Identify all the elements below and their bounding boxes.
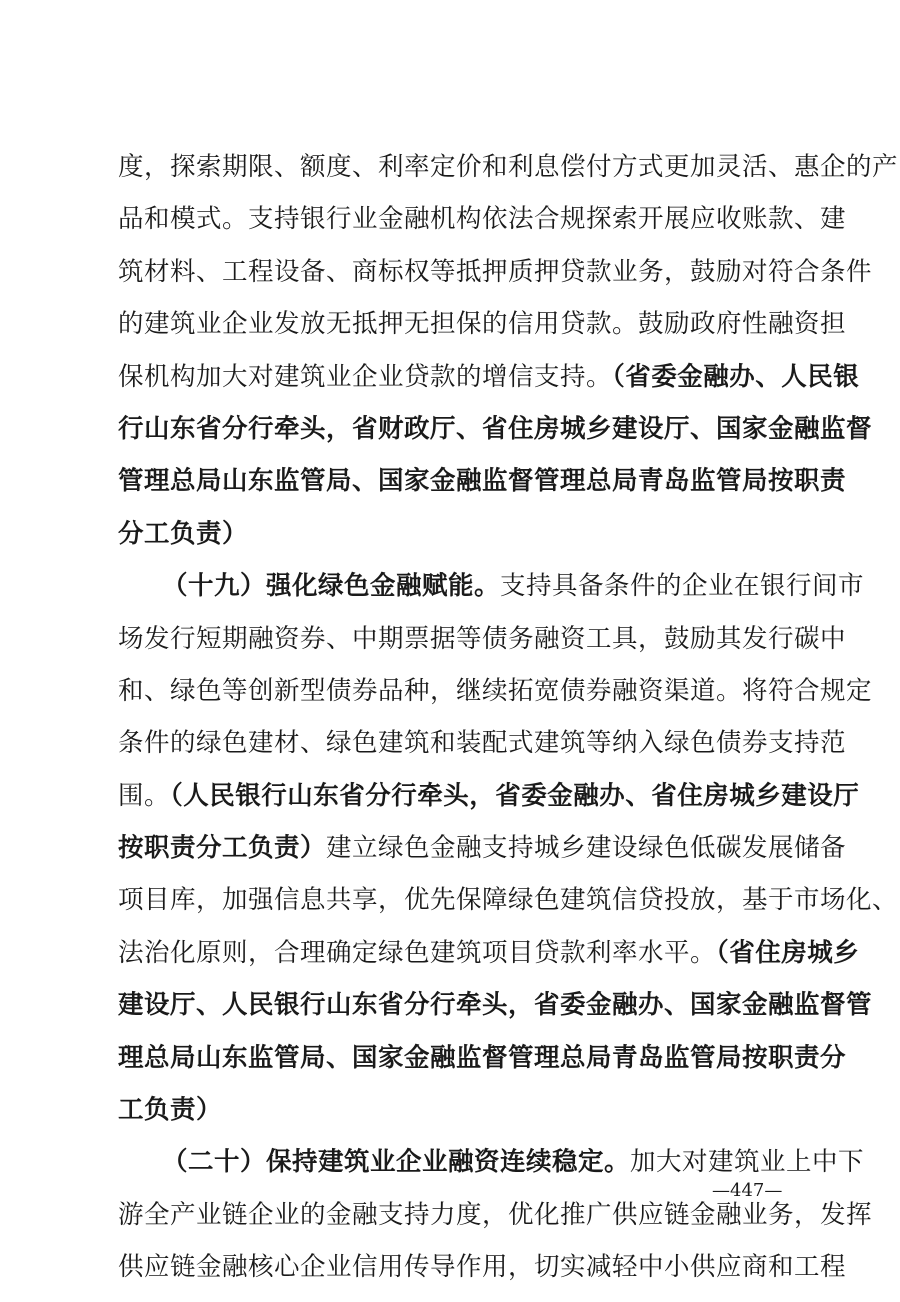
page-number: —447— <box>712 1180 783 1201</box>
text-line: 游全产业链企业的金融支持力度，优化推广供应链金融业务，发挥 <box>118 1199 873 1230</box>
text-segment: 法治化原则，合理确定绿色建筑项目贷款利率水平。 <box>118 937 717 968</box>
section-heading: （二十）保持建筑业企业融资连续稳定。 <box>162 1147 631 1178</box>
responsibility-note-line: 管理总局山东监管局、国家金融监督管理总局青岛监管局按职责 <box>118 466 847 497</box>
text-line: 度，探索期限、额度、利率定价和利息偿付方式更加灵活、惠企的产 <box>118 152 899 182</box>
text-line: 场发行短期融资券、中期票据等债务融资工具，鼓励其发行碳中 <box>118 623 847 654</box>
section-heading-line <box>118 568 865 620</box>
responsibility-note-line: 分工负责） <box>118 518 249 549</box>
responsibility-note-line: 建设厅、人民银行山东省分行牵头，省委金融办、国家金融监督管 <box>118 990 873 1021</box>
text-line <box>118 830 847 882</box>
text-segment: 加大对建筑业上中下 <box>630 1147 865 1178</box>
responsibility-note: 按职责分工负责） <box>118 833 327 864</box>
text-line <box>118 359 860 411</box>
responsibility-note: （省住房城乡 <box>716 937 860 968</box>
text-line: 供应链金融核心企业信用传导作用，切实减轻中小供应商和工程 <box>118 1252 847 1283</box>
responsibility-note-line: 工负责） <box>118 1095 223 1126</box>
text-segment: 支持具备条件的企业在银行间市 <box>500 571 865 602</box>
text-segment: 保机构加大对建筑业企业贷款的增信支持。 <box>118 361 613 392</box>
responsibility-note-line: 行山东省分行牵头，省财政厅、省住房城乡建设厅、国家金融监督 <box>118 413 873 444</box>
responsibility-note-line: 理总局山东监管局、国家金融监督管理总局青岛监管局按职责分 <box>118 1042 847 1073</box>
text-line: 品和模式。支持银行业金融机构依法合规探索开展应收账款、建 <box>118 204 847 235</box>
section-heading-line <box>118 1144 865 1196</box>
text-line: 筑材料、工程设备、商标权等抵押质押贷款业务，鼓励对符合条件 <box>118 256 873 287</box>
text-segment: 围。 <box>118 780 171 811</box>
text-line: 和、绿色等创新型债券品种，继续拓宽债券融资渠道。将符合规定 <box>118 675 873 706</box>
text-line: 条件的绿色建材、绿色建筑和装配式建筑等纳入绿色债券支持范 <box>118 728 847 759</box>
text-segment: 建立绿色金融支持城乡建设绿色低碳发展储备 <box>326 833 847 864</box>
text-line: 的建筑业企业发放无抵押无担保的信用贷款。鼓励政府性融资担 <box>118 309 847 340</box>
text-line: 项目库，加强信息共享，优先保障绿色建筑信贷投放，基于市场化、 <box>118 885 899 916</box>
body-text <box>118 149 899 1302</box>
responsibility-note: （人民银行山东省分行牵头，省委金融办、省住房城乡建设厅 <box>170 780 860 811</box>
text-line <box>118 778 860 830</box>
section-heading: （十九）强化绿色金融赋能。 <box>162 571 501 602</box>
text-line <box>118 935 860 987</box>
responsibility-note: （省委金融办、人民银 <box>612 361 860 392</box>
